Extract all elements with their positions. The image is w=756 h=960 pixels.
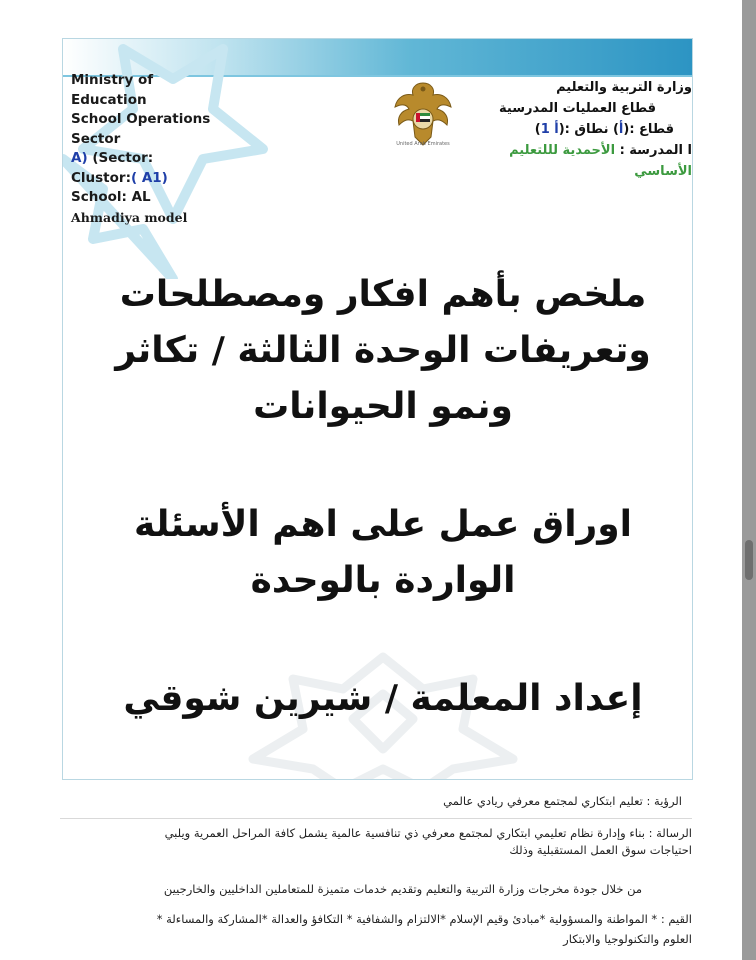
school-ar	[462, 140, 692, 161]
cluster-value: ( A1)	[130, 169, 168, 186]
cluster-ar-value: أ 1	[540, 122, 559, 137]
mission-text-line2: احتياجات سوق العمل المستقبلية وذلك	[509, 843, 692, 857]
sector-ar: قطاع العمليات المدرسية	[499, 101, 656, 116]
sector-ar-value: أ	[618, 122, 624, 137]
ministry-line3: School Operations	[71, 111, 211, 127]
main-title-line1: ملخص بأهم افكار ومصطلحات	[119, 274, 647, 315]
school-ar-name: الأحمدية لللتعليم	[509, 143, 616, 158]
sector-label: (Sector:	[92, 150, 154, 166]
main-title	[93, 267, 673, 435]
scrollbar-thumb[interactable]	[745, 540, 753, 580]
main-title-line3: ونمو الحيوانات	[253, 386, 513, 427]
school-line: School: AL	[71, 189, 151, 205]
emblem-caption: United Arab Emirates	[396, 141, 450, 147]
mission-text-line1: الرسالة : بناء وإدارة نظام تعليمي ابتكاري لمجتمع معرفي ذي تنافسية عالمية يشمل كافة المراحل العمرية ويلبي	[164, 826, 692, 840]
cluster-label: Clustor:	[71, 169, 131, 186]
school-ar-name2: الأساسي	[634, 164, 692, 179]
arabic-header	[462, 77, 692, 182]
footer-divider	[60, 818, 692, 819]
uae-emblem-icon	[393, 79, 453, 149]
sector-prefix: A)	[71, 150, 88, 166]
sector-ar-mid: ) نطاق :(	[558, 122, 619, 137]
sector-cluster-ar	[462, 119, 692, 140]
viewer-scrollbar[interactable]	[742, 0, 756, 960]
ministry-line4: Sector	[71, 130, 121, 147]
footer-vision-mission	[60, 782, 692, 960]
english-header	[71, 71, 251, 227]
cover-frame	[62, 38, 693, 780]
ministry-ar: وزارة التربية والتعليم	[556, 80, 692, 95]
author-line: إعداد المعلمة / شيرين شوقي	[123, 678, 643, 719]
school-ar-prefix: ا المدرسة :	[619, 143, 692, 158]
sector-line	[71, 149, 251, 169]
author-title	[93, 671, 673, 727]
cluster-line	[71, 169, 251, 189]
sector-ar-prefix: قطاع :(	[623, 122, 674, 137]
school-name-line: Ahmadiya model	[71, 209, 188, 225]
worksheets-title-line2: الواردة بالوحدة	[250, 560, 516, 601]
commitment-text: من خلال جودة مخرجات وزارة التربية والتعليم وتقديم خدمات متميزة للمتعاملين الداخليين والخارجيين	[163, 882, 642, 896]
values-text-line2: العلوم والتكنولوجيا والابتكار	[563, 932, 692, 946]
ministry-line2: Education	[71, 91, 147, 108]
worksheets-title-line1: اوراق عمل على اهم الأسئلة	[134, 504, 632, 545]
vision-text: الرؤية : تعليم ابتكاري لمجتمع معرفي ريادي عالمي	[443, 794, 682, 808]
sector-ar-suffix: )	[534, 122, 541, 137]
ministry-line1: Ministry of	[71, 72, 154, 88]
main-title-line2: وتعريفات الوحدة الثالثة / تكاثر	[115, 330, 651, 371]
worksheets-title	[93, 497, 673, 609]
values-text-line1: القيم : * المواطنة والمسؤولية *مبادئ وقيم الإسلام *الالتزام والشفافية * التكافؤ والعدالة *المشاركة والمساءلة *	[156, 912, 692, 926]
